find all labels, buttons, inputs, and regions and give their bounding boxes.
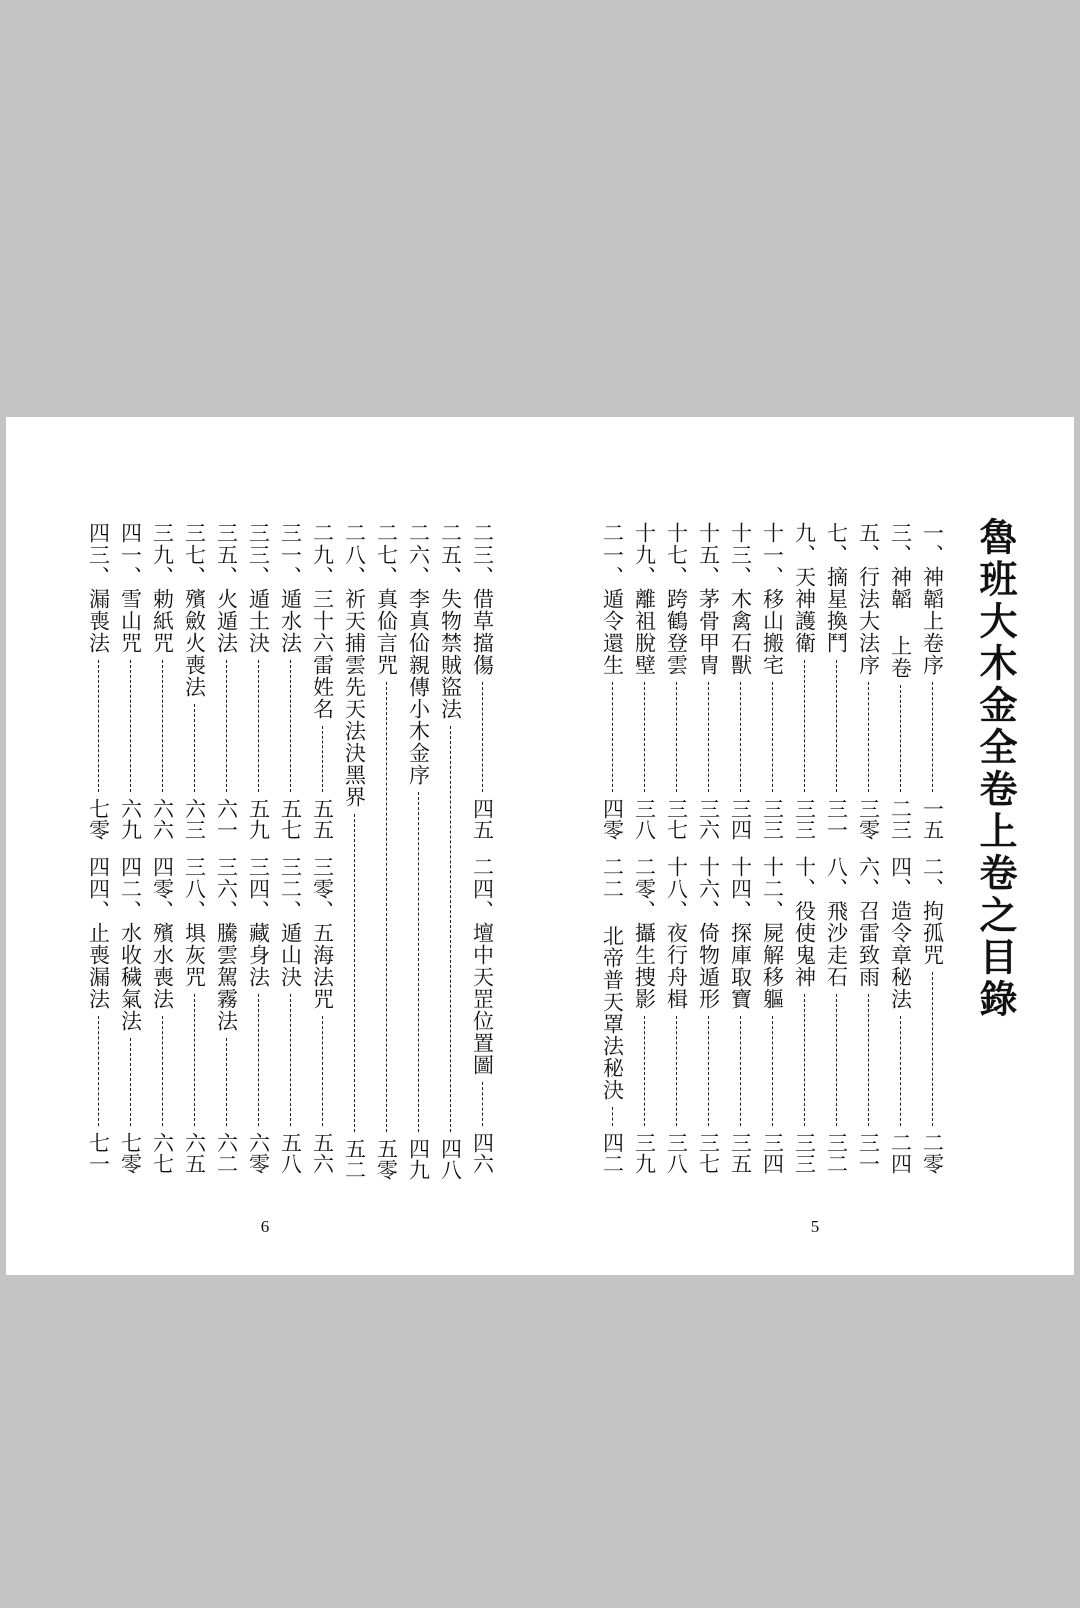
toc-entry-label: 七、摘星換鬥	[824, 522, 849, 654]
toc-column	[338, 522, 370, 1180]
dot-leader	[772, 682, 773, 792]
toc-entry	[762, 856, 783, 1174]
toc-entry-page: 六五	[182, 1132, 207, 1174]
toc-entry-label: 二三、借草擋傷	[470, 522, 495, 676]
toc-column	[466, 522, 498, 1180]
toc-entry-label: 十四、探庫取寶	[728, 856, 753, 1010]
toc-column	[852, 522, 884, 1180]
dot-leader	[740, 682, 741, 792]
toc-column	[756, 522, 788, 1180]
dot-leader	[836, 660, 837, 792]
dot-leader	[322, 726, 323, 792]
dot-leader	[258, 660, 259, 792]
dot-leader	[772, 1016, 773, 1126]
toc-entry	[794, 522, 815, 840]
toc-entry	[216, 522, 237, 840]
dot-leader	[194, 994, 195, 1126]
toc-entry	[184, 522, 205, 840]
toc-entry-page: 六九	[118, 798, 143, 840]
dot-leader	[162, 1016, 163, 1126]
toc-entry-page: 六七	[150, 1132, 175, 1174]
toc-entry-label: 十五、茅骨甲冑	[696, 522, 721, 676]
toc-entry-page: 七零	[86, 798, 111, 840]
toc-entry	[216, 856, 237, 1174]
toc-entry	[698, 856, 719, 1174]
toc-entry	[280, 856, 301, 1174]
toc-entry-page: 六一	[214, 798, 239, 840]
dot-leader	[290, 994, 291, 1126]
toc-entry	[602, 856, 623, 1174]
toc-entry	[248, 856, 269, 1174]
toc-entry	[440, 522, 461, 1180]
toc-entry	[312, 522, 333, 840]
toc-entry	[858, 522, 879, 840]
toc-entry	[280, 522, 301, 840]
toc-entry-label: 十九、離祖脫壁	[632, 522, 657, 676]
dot-leader	[612, 682, 613, 792]
toc-entry	[88, 856, 109, 1174]
toc-column	[274, 522, 306, 1180]
dot-leader	[612, 1107, 613, 1126]
toc-entry	[858, 856, 879, 1174]
toc-entry	[922, 522, 943, 840]
dot-leader	[482, 1082, 483, 1126]
toc-entry-page: 三六	[696, 798, 721, 840]
dot-leader	[162, 660, 163, 792]
toc-entry-label: 十、役使鬼神	[792, 856, 817, 988]
toc-entry-page: 六六	[150, 798, 175, 840]
toc-entry	[730, 522, 751, 840]
toc-entry	[826, 856, 847, 1174]
toc-entry	[152, 856, 173, 1174]
toc-column	[114, 522, 146, 1180]
toc-entry-page: 四零	[600, 798, 625, 840]
toc-columns-right	[598, 522, 948, 1180]
toc-entry	[634, 856, 655, 1174]
toc-entry-page: 三九	[632, 1132, 657, 1174]
toc-entry-page: 六三	[182, 798, 207, 840]
dot-leader	[450, 726, 451, 1132]
toc-entry-page: 三三	[792, 1132, 817, 1174]
dot-leader	[676, 1016, 677, 1126]
toc-entry-page: 三五	[728, 1132, 753, 1174]
toc-entry-page: 三三	[760, 798, 785, 840]
toc-entry-label: 十二、屍解移軀	[760, 856, 785, 1010]
toc-entry	[344, 522, 365, 1180]
toc-entry-label: 三七、殯斂火喪法	[182, 522, 207, 698]
toc-entry	[88, 522, 109, 840]
page-number-right: 5	[810, 1217, 820, 1236]
dot-leader	[226, 1038, 227, 1126]
toc-entry-page: 五五	[310, 798, 335, 840]
toc-column	[178, 522, 210, 1180]
toc-entry-page: 一五	[920, 798, 945, 840]
toc-entry-page: 三二	[824, 1132, 849, 1174]
toc-entry	[120, 522, 141, 840]
toc-column	[306, 522, 338, 1180]
toc-entry	[184, 856, 205, 1174]
toc-entry-label: 八、飛沙走石	[824, 856, 849, 988]
toc-entry-label: 三五、火遁法	[214, 522, 239, 654]
toc-entry-page: 三零	[856, 798, 881, 840]
toc-entry-label: 二一、遁令還生	[600, 522, 625, 676]
toc-column	[242, 522, 274, 1180]
toc-entry-label: 三二、遁山決	[278, 856, 303, 988]
toc-entry-page: 三一	[856, 1132, 881, 1174]
toc-entry-page: 三四	[760, 1132, 785, 1174]
toc-entry-label: 三四、藏身法	[246, 856, 271, 988]
dot-leader	[98, 660, 99, 792]
dot-leader	[130, 1038, 131, 1126]
toc-column	[916, 522, 948, 1180]
toc-column	[884, 522, 916, 1180]
toc-entry	[312, 856, 333, 1174]
dot-leader	[644, 682, 645, 792]
toc-entry-label: 四零、殯水喪法	[150, 856, 175, 1010]
toc-entry-page: 四五	[470, 798, 495, 840]
toc-entry-page: 三八	[664, 1132, 689, 1174]
dot-leader	[418, 792, 419, 1132]
toc-entry	[922, 856, 943, 1174]
toc-entry-label: 四三、漏喪法	[86, 522, 111, 654]
toc-entry-page: 五九	[246, 798, 271, 840]
toc-entry-label: 二二 北帝普天罩法秘決	[600, 856, 625, 1101]
toc-entry-label: 二四、壇中天罡位置圖	[470, 856, 495, 1076]
toc-entry	[890, 522, 911, 840]
toc-entry-label: 三三、遁土決	[246, 522, 271, 654]
toc-entry	[120, 856, 141, 1174]
toc-entry-page: 三八	[632, 798, 657, 840]
dot-leader	[804, 660, 805, 792]
toc-column	[370, 522, 402, 1180]
dot-leader	[836, 994, 837, 1126]
toc-entry-label: 十三、木禽石獸	[728, 522, 753, 676]
dot-leader	[98, 1016, 99, 1126]
toc-entry-page: 二零	[920, 1132, 945, 1174]
dot-leader	[258, 994, 259, 1126]
toc-entry	[602, 522, 623, 840]
toc-entry-label: 二八、祈天捕雲先天法決黑界	[342, 522, 367, 808]
dot-leader	[644, 1016, 645, 1126]
dot-leader	[900, 1016, 901, 1126]
toc-entry	[666, 856, 687, 1174]
toc-column	[402, 522, 434, 1180]
toc-entry-label: 四二、水收穢氣法	[118, 856, 143, 1032]
toc-entry-page: 三四	[728, 798, 753, 840]
dot-leader	[932, 972, 933, 1126]
dot-leader	[290, 660, 291, 792]
dot-leader	[482, 682, 483, 792]
toc-column	[434, 522, 466, 1180]
page-number-left: 6	[260, 1217, 270, 1236]
toc-column	[628, 522, 660, 1180]
toc-entry-page: 五七	[278, 798, 303, 840]
dot-leader	[194, 704, 195, 792]
toc-entry-label: 三六、騰雲駕霧法	[214, 856, 239, 1032]
toc-entry-label: 三九、勅紙咒	[150, 522, 175, 654]
dot-leader	[932, 682, 933, 792]
toc-entry-label: 三、神韜 上卷	[888, 522, 913, 679]
toc-entry-page: 二三	[888, 798, 913, 840]
toc-column	[210, 522, 242, 1180]
toc-column	[724, 522, 756, 1180]
dot-leader	[386, 682, 387, 1132]
toc-entry	[408, 522, 429, 1180]
book-spread	[6, 417, 1074, 1275]
toc-entry-page: 四二	[600, 1132, 625, 1174]
toc-column	[596, 522, 628, 1180]
toc-entry-label: 二九、三十六雷姓名	[310, 522, 335, 720]
toc-entry-page: 三七	[696, 1132, 721, 1174]
dot-leader	[322, 1016, 323, 1126]
toc-entry	[730, 856, 751, 1174]
toc-entry-label: 六、召雷致雨	[856, 856, 881, 988]
toc-entry-page: 五零	[374, 1138, 399, 1180]
toc-entry-page: 二四	[888, 1132, 913, 1174]
toc-entry	[376, 522, 397, 1180]
toc-entry-label: 二、拘孤咒	[920, 856, 945, 966]
toc-column	[820, 522, 852, 1180]
dot-leader	[708, 682, 709, 792]
toc-entry-label: 三一、遁水法	[278, 522, 303, 654]
toc-entry-label: 三八、埧灰咒	[182, 856, 207, 988]
toc-entry-page: 三一	[824, 798, 849, 840]
toc-entry-label: 二七、真佡言咒	[374, 522, 399, 676]
page-title: 魯班大木金全卷上卷之目錄	[973, 517, 1018, 1021]
toc-entry-page: 五八	[278, 1132, 303, 1174]
toc-entry-label: 二零、攝生捜影	[632, 856, 657, 1010]
toc-entry-label: 十七、跨鶴登雲	[664, 522, 689, 676]
toc-entry	[794, 856, 815, 1174]
toc-entry-label: 四、造令章秘法	[888, 856, 913, 1010]
toc-entry	[826, 522, 847, 840]
toc-entry-label: 二六、李真佡親傳小木金序	[406, 522, 431, 786]
toc-entry	[890, 856, 911, 1174]
toc-entry-label: 十六、倚物遁形	[696, 856, 721, 1010]
toc-entry-page: 六二	[214, 1132, 239, 1174]
toc-column	[692, 522, 724, 1180]
toc-entry	[152, 522, 173, 840]
dot-leader	[868, 994, 869, 1126]
toc-entry-page: 六零	[246, 1132, 271, 1174]
toc-entry-label: 三零、五海法咒	[310, 856, 335, 1010]
toc-entry-label: 四一、雪山咒	[118, 522, 143, 654]
toc-entry-label: 九、天神護衛	[792, 522, 817, 654]
toc-entry-page: 四六	[470, 1132, 495, 1174]
toc-entry	[472, 856, 493, 1174]
toc-entry	[634, 522, 655, 840]
toc-entry-label: 十八、夜行舟楫	[664, 856, 689, 1010]
toc-entry-label: 十一、移山搬宅	[760, 522, 785, 676]
toc-entry-page: 五二	[342, 1138, 367, 1180]
dot-leader	[868, 682, 869, 792]
dot-leader	[130, 660, 131, 792]
toc-entry-page: 七零	[118, 1132, 143, 1174]
dot-leader	[804, 994, 805, 1126]
toc-entry	[698, 522, 719, 840]
toc-entry	[248, 522, 269, 840]
toc-column	[788, 522, 820, 1180]
toc-entry	[472, 522, 493, 840]
toc-entry	[666, 522, 687, 840]
toc-entry-page: 四八	[438, 1138, 463, 1180]
right-page	[540, 417, 1074, 1275]
dot-leader	[354, 814, 355, 1132]
toc-entry-label: 一、神韜上卷序	[920, 522, 945, 676]
toc-entry-label: 五、行法大法序	[856, 522, 881, 676]
toc-entry-page: 三七	[664, 798, 689, 840]
toc-entry-label: 四四、止喪漏法	[86, 856, 111, 1010]
dot-leader	[676, 682, 677, 792]
dot-leader	[900, 685, 901, 792]
dot-leader	[740, 1016, 741, 1126]
toc-entry-page: 三三	[792, 798, 817, 840]
toc-entry-page: 四九	[406, 1138, 431, 1180]
toc-column	[82, 522, 114, 1180]
dot-leader	[226, 660, 227, 792]
toc-columns-left	[76, 522, 498, 1180]
toc-column	[146, 522, 178, 1180]
toc-entry-page: 七一	[86, 1132, 111, 1174]
toc-entry-label: 二五、失物禁賊盜法	[438, 522, 463, 720]
left-page	[6, 417, 540, 1275]
toc-entry	[762, 522, 783, 840]
dot-leader	[708, 1016, 709, 1126]
toc-entry-page: 五六	[310, 1132, 335, 1174]
toc-column	[660, 522, 692, 1180]
